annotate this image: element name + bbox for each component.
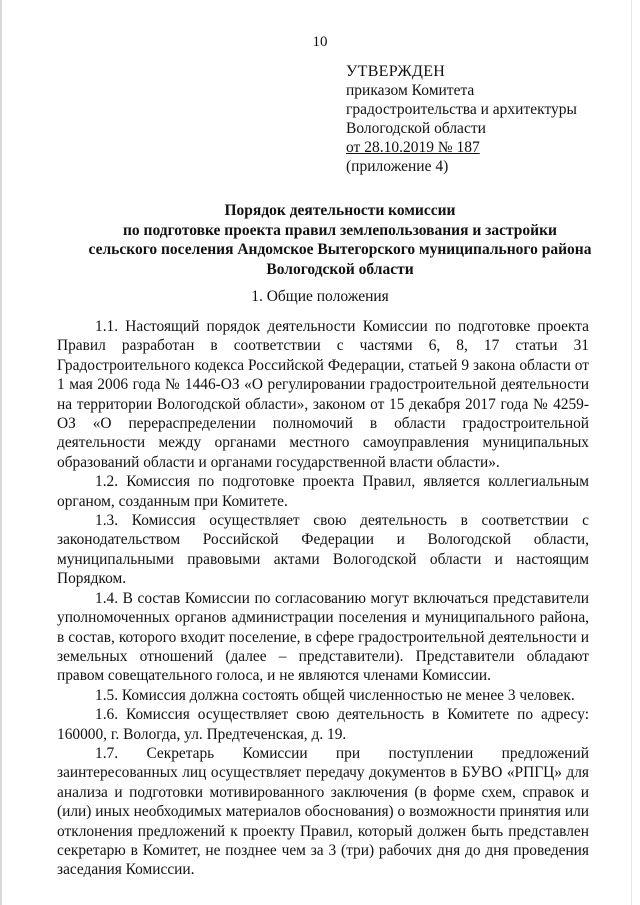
approval-line: приказом Комитета [346,82,475,99]
scan-edge-right [631,0,632,905]
scan-edge-left [0,0,2,905]
body-text [57,317,589,880]
approval-appendix: (приложение 4) [346,158,449,175]
title-line: по подготовке проекта правил землепользования и застройки [123,221,557,239]
paragraph-1-1: 1.1. Настоящий порядок деятельности Комиссии по подготовке проекта Правил разработан в соответствии с частями 6, 8, 17 статьи 31 Градостроительного кодекса Российской Федерации, статьей 9 закона области от 1 мая 2006 года № 1446-ОЗ «О регулировании градостроительной деятельности на территории Вологодской области», законом от 15 декабря 2017 года № 4259-ОЗ «О перераспределении полномочий в области градостроительной деятельности между органами местного самоуправления муниципальных образований области и органами государственной власти области». [57,318,589,471]
document-title [60,201,620,279]
approval-stamp: УТВЕРЖДЕН [346,63,446,80]
page-number: 10 [312,34,328,50]
paragraph-1-5: 1.5. Комиссия должна состоять общей численностью не менее 3 человек. [95,686,575,704]
title-line: Вологодской области [266,260,414,278]
approval-line: градостроительства и архитектуры [346,101,577,118]
paragraph-1-3: 1.3. Комиссия осуществляет свою деятельность в соответствии с законодательством Российской Федерации и Вологодской области, муниципальными правовыми актами Вологодской области и настоящим Порядком. [57,512,589,588]
approval-line: Вологодской области [346,120,486,137]
title-line: сельского поселения Андомское Вытегорского муниципального района [88,241,592,258]
section-heading: 1. Общие положения [251,288,389,305]
title-line: Порядок деятельности комиссии [224,202,456,219]
paragraph-1-4: 1.4. В состав Комиссии по согласованию могут включаться представители уполномоченных органов администрации поселения и муниципального района, в состав, которого входит поселение, в сфере градостроительной деятельности и земельных отношений (далее – представители). Представители обладают правом совещательного голоса, и не являются членами Комиссии. [57,589,589,685]
approval-date-number: от 28.10.2019 № 187 [346,139,480,156]
paragraph-1-2: 1.2. Комиссия по подготовке проекта Правил, является коллегиальным органом, созданным при Комитете. [57,473,589,510]
approval-block [346,62,577,176]
paragraph-1-6: 1.6. Комиссия осуществляет свою деятельность в Комитете по адресу: 160000, г. Вологда, ул. Предтеченская, д. 19. [57,706,589,743]
paragraph-1-7: 1.7. Секретарь Комиссии при поступлении предложений заинтересованных лиц осуществляет передачу документов в БУВО «РПГЦ» для анализа и подготовки мотивированного заключения (в форме схем, справок и (или) иных необходимых материалов обоснования) о возможности принятия или отклонения предложений к проекту Правил, который должен быть представлен секретарю в Комитет, не позднее чем за 3 (три) рабочих дня до дня проведения заседания Комиссии. [57,744,589,879]
